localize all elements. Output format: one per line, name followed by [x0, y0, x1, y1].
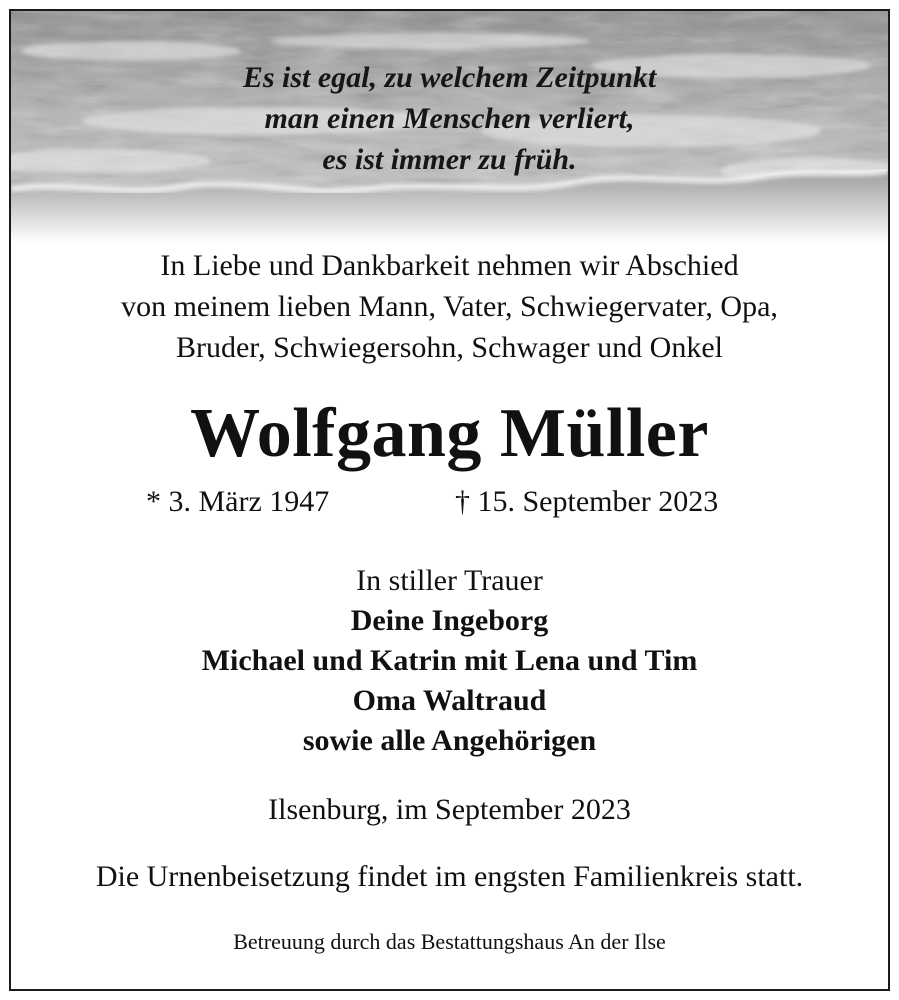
quote-line: man einen Menschen verliert, — [264, 102, 635, 135]
mourners-heading: In stiller Trauer — [356, 564, 543, 597]
funeral-home-note: Betreuung durch das Bestattungshaus An der Ilse — [233, 929, 666, 954]
quote-line: Es ist egal, zu welchem Zeitpunkt — [242, 61, 657, 94]
deceased-name: Wolfgang Müller — [190, 395, 709, 472]
intro-line: von meinem lieben Mann, Vater, Schwiegervater, Opa, — [121, 290, 778, 323]
quote — [11, 57, 888, 180]
death-date: † 15. September 2023 — [455, 485, 719, 518]
quote-line: es ist immer zu früh. — [322, 143, 577, 176]
intro-line: In Liebe und Dankbarkeit nehmen wir Abschied — [160, 249, 739, 282]
birth-date: * 3. März 1947 — [146, 485, 330, 518]
mourner-name: Deine Ingeborg — [350, 604, 549, 637]
place-date: Ilsenburg, im September 2023 — [268, 793, 631, 826]
mourner-name: Oma Waltraud — [352, 684, 547, 717]
mourner-name: sowie alle Angehörigen — [302, 724, 597, 757]
mourner-name: Michael und Katrin mit Lena und Tim — [201, 644, 698, 677]
mourners — [11, 561, 888, 761]
sea-foam-photo — [11, 11, 888, 243]
burial-note: Die Urnenbeisetzung findet im engsten Familienkreis statt. — [95, 860, 804, 893]
life-dates — [11, 482, 888, 522]
intro-text — [11, 245, 888, 368]
obituary-frame — [9, 9, 890, 991]
intro-line: Bruder, Schwiegersohn, Schwager und Onkel — [175, 331, 723, 364]
